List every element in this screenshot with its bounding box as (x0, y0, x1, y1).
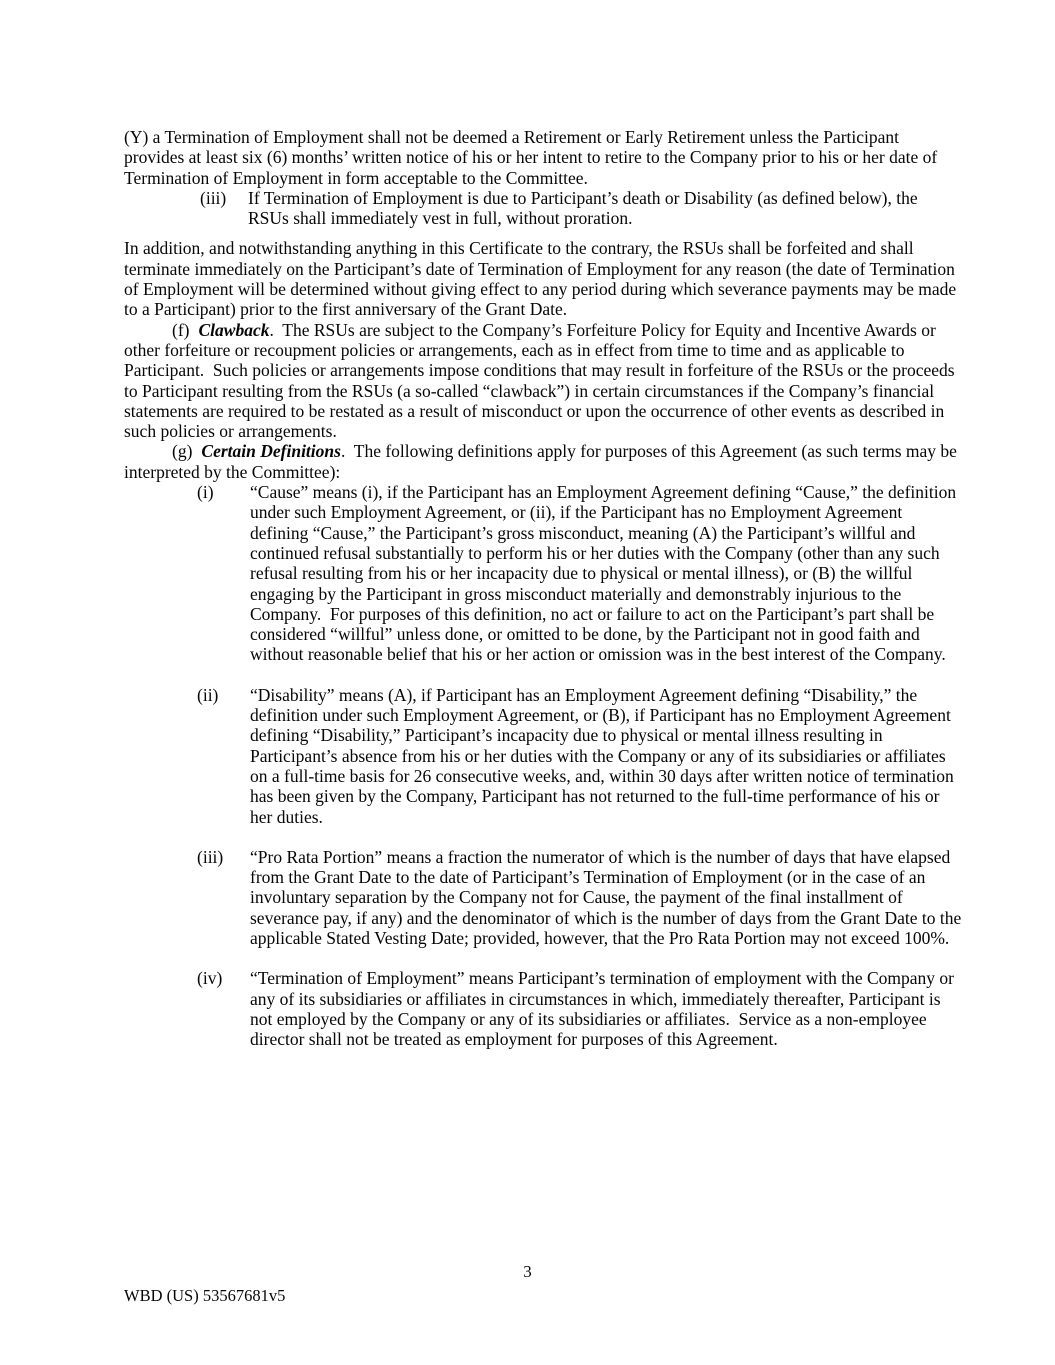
list-item-label: (iii) (197, 846, 224, 867)
forfeiture-paragraph: In addition, and notwithstanding anything in this Certificate to the contrary, the RSUs shall be forfeited and shall terminate immediately on the Participant’s date of Termination of Employment for any reason (the date of Termination of Employment will be determined without giving effect to any period during which severance payments may be made to a Participant) prior to the first anniversary of the Grant Date. (124, 238, 961, 320)
list-item-label: (iii) (200, 187, 227, 208)
clause-f-label: (f) (172, 319, 190, 340)
clawback-heading: Clawback (198, 319, 270, 340)
list-item-label: (i) (197, 482, 214, 503)
page-number: 3 (523, 1262, 532, 1281)
vesting-item-iii (124, 188, 962, 229)
list-item-text: “Pro Rata Portion” means a fraction the numerator of which is the number of days that have elapsed from the Grant Date to the date of Participant’s Termination of Employment (or in the case of an involuntary separation by the Company not for Cause, the payment of the final installment of severance pay, if any) and the denominator of which is the number of days from the Grant Date to the applicable Stated Vesting Date; provided, however, that the Pro Rata Portion may not exceed 100%. (250, 846, 966, 948)
document-id-footer: WBD (US) 53567681v5 (124, 1286, 286, 1305)
definitions-list (124, 482, 966, 1050)
list-item-text: “Termination of Employment” means Participant’s termination of employment with the Company or any of its subsidiaries or affiliates in circumstances in which, immediately thereafter, Participant is not employed by the Company or any of its subsidiaries or affiliates. Service as a non-employee director shall not be treated as employment for purposes of this Agreement. (250, 968, 959, 1050)
definition-item-disability (124, 685, 962, 827)
list-item-text: “Cause” means (i), if the Participant has an Employment Agreement defining “Cause,” the definition under such Employment Agreement, or (ii), if the Participant has no Employment Agreement defining “Cause,” the Participant’s gross misconduct, meaning (A) the Participant’s willful and continued refusal substantially to perform his or her duties with the Company (other than any such refusal resulting from his or her incapacity due to physical or mental illness), or (B) the willful engaging by the Participant in gross misconduct materially and demonstrably injurious to the Company. For purposes of this definition, no act or failure to act on the Participant’s part shall be considered “willful” unless done, or omitted to be done, by the Participant not in good faith and without reasonable belief that his or her action or omission was in the best interest of the Company. (250, 482, 961, 665)
list-item-label: (iv) (197, 968, 223, 989)
definition-item-pro-rata-portion (124, 846, 966, 948)
clawback-text: . The RSUs are subject to the Company’s Forfeiture Policy for Equity and Incentive Awards or other forfeiture or recoupment policies or arrangements, each as in effect from time to time and as applicable to Participant. Such policies or arrangements impose conditions that may result in forfeiture of the RSUs or the proceeds to Participant resulting from the RSUs (a so-called “clawback”) in certain circumstances if the Company’s financial statements are required to be restated as a result of misconduct or upon the occurrence of other events as described in such policies or arrangements. (124, 319, 959, 442)
list-item-label: (ii) (197, 684, 219, 705)
list-item-text: If Termination of Employment is due to Participant’s death or Disability (as defined below), the RSUs shall immediately vest in full, without proration. (248, 187, 922, 229)
certain-definitions-paragraph (124, 441, 962, 482)
clawback-paragraph (124, 320, 962, 442)
clause-y-paragraph: (Y) a Termination of Employment shall not be deemed a Retirement or Early Retirement unless the Participant provides at least six (6) months’ written notice of his or her intent to retire to the Company prior to his or her date of Termination of Employment in form acceptable to the Committee. (124, 127, 942, 188)
clause-g-label: (g) (172, 441, 193, 462)
list-item-text: “Disability” means (A), if Participant has an Employment Agreement defining “Disability,” the definition under such Employment Agreement, or (B), if Participant has no Employment Agreement defining “Disability,” Participant’s incapacity due to physical or mental illness resulting in Participant’s absence from his or her duties with the Company or any of its subsidiaries or affiliates on a full-time basis for 26 consecutive weeks, and, within 30 days after written notice of termination has been given by the Company, Participant has not returned to the full-time performance of his or her duties. (250, 684, 959, 827)
definition-item-termination-of-employment (124, 968, 962, 1049)
definition-item-cause (124, 482, 962, 665)
certain-definitions-text: . The following definitions apply for purposes of this Agreement (as such terms may be interpreted by the Committee): (124, 441, 962, 482)
certain-definitions-heading: Certain Definitions (201, 441, 341, 462)
